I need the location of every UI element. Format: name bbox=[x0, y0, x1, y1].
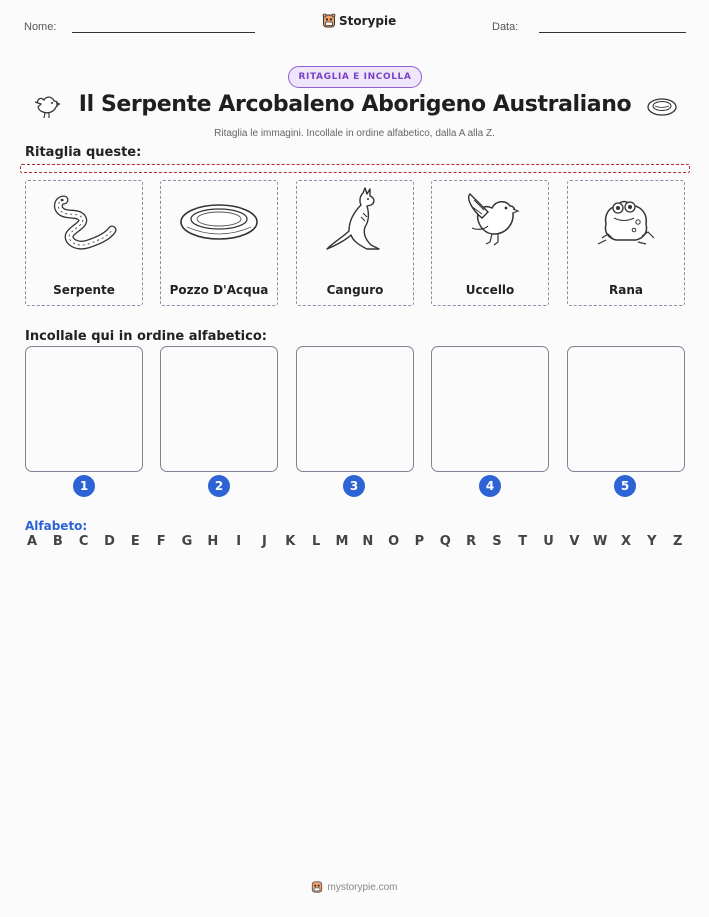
alphabet-letter: D bbox=[104, 534, 115, 549]
waterhole-icon bbox=[177, 197, 261, 247]
paste-box-1[interactable] bbox=[25, 346, 143, 472]
cut-card-label: Canguro bbox=[326, 283, 384, 297]
alphabet-row bbox=[24, 534, 686, 549]
activity-badge bbox=[288, 66, 422, 88]
cut-line bbox=[20, 164, 690, 173]
storypie-mascot-icon bbox=[311, 880, 323, 894]
kangaroo-icon bbox=[323, 187, 387, 257]
paste-section-label: Incollale qui in ordine alfabetico: bbox=[25, 329, 267, 344]
snake-icon bbox=[48, 190, 120, 254]
alphabet-letter: J bbox=[262, 534, 267, 549]
cut-card-rana[interactable] bbox=[567, 180, 685, 306]
cut-card-label: Uccello bbox=[465, 283, 515, 297]
paste-box-4[interactable] bbox=[431, 346, 549, 472]
brand-logo bbox=[322, 13, 396, 29]
alphabet-letter: I bbox=[236, 534, 242, 549]
page-title: Il Serpente Arcobaleno Aborigeno Australiano bbox=[78, 92, 632, 117]
bird-icon bbox=[458, 190, 522, 254]
paste-box-3[interactable] bbox=[296, 346, 414, 472]
name-field-line[interactable] bbox=[72, 32, 255, 33]
paste-number-badge: 1 bbox=[73, 475, 95, 497]
activity-badge-text: RITAGLIA E INCOLLA bbox=[298, 72, 412, 82]
alphabet-label: Alfabeto: bbox=[25, 519, 88, 533]
cut-card-label: Serpente bbox=[53, 283, 115, 297]
storypie-mascot-icon bbox=[322, 13, 336, 29]
cut-card-serpente[interactable] bbox=[25, 180, 143, 306]
footer bbox=[0, 880, 709, 894]
alphabet-letter: B bbox=[52, 534, 63, 549]
worksheet-header bbox=[0, 0, 709, 50]
alphabet-letter: N bbox=[362, 534, 374, 549]
paste-box-2[interactable] bbox=[160, 346, 278, 472]
footer-url[interactable]: mystorypie.com bbox=[327, 881, 398, 893]
alphabet-letter: H bbox=[207, 534, 219, 549]
cut-card-label: Pozzo D'Acqua bbox=[169, 283, 269, 297]
paste-number-badge: 5 bbox=[614, 475, 636, 497]
alphabet-letter: A bbox=[26, 534, 38, 549]
alphabet-letter: T bbox=[518, 534, 528, 549]
alphabet-letter: Q bbox=[439, 534, 451, 549]
paste-number-badge: 3 bbox=[343, 475, 365, 497]
alphabet-letter: F bbox=[156, 534, 166, 549]
alphabet-letter: K bbox=[285, 534, 296, 549]
instructions-text: Ritaglia le immagini. Incollale in ordine alfabetico, dalla A alla Z. bbox=[214, 128, 495, 139]
alphabet-letter: L bbox=[311, 534, 321, 549]
date-field-line[interactable] bbox=[539, 32, 686, 33]
brand-name: Storypie bbox=[339, 14, 397, 28]
bird-icon bbox=[32, 92, 62, 122]
cut-card-uccello[interactable] bbox=[431, 180, 549, 306]
date-label: Data: bbox=[492, 21, 519, 33]
alphabet-letter: V bbox=[569, 534, 580, 549]
alphabet-letter: Y bbox=[647, 534, 657, 549]
alphabet-letter: M bbox=[335, 534, 349, 549]
cut-card-pozzo-dacqua[interactable] bbox=[160, 180, 278, 306]
frog-icon bbox=[594, 190, 658, 254]
name-label: Nome: bbox=[24, 21, 57, 33]
alphabet-letter: Z bbox=[672, 534, 683, 549]
cut-card-label: Rana bbox=[609, 283, 643, 297]
alphabet-letter: P bbox=[414, 534, 425, 549]
waterhole-icon bbox=[646, 96, 678, 118]
cut-card-canguro[interactable] bbox=[296, 180, 414, 306]
alphabet-letter: E bbox=[130, 534, 140, 549]
paste-number-badge: 2 bbox=[208, 475, 230, 497]
paste-number-badge: 4 bbox=[479, 475, 501, 497]
paste-box-5[interactable] bbox=[567, 346, 685, 472]
alphabet-letter: R bbox=[466, 534, 477, 549]
alphabet-letter: W bbox=[593, 534, 608, 549]
alphabet-letter: G bbox=[181, 534, 193, 549]
alphabet-letter: C bbox=[78, 534, 89, 549]
title-row bbox=[0, 90, 709, 126]
alphabet-letter: X bbox=[621, 534, 632, 549]
alphabet-letter: S bbox=[492, 534, 502, 549]
alphabet-letter: O bbox=[388, 534, 400, 549]
alphabet-letter: U bbox=[543, 534, 554, 549]
cut-section-label: Ritaglia queste: bbox=[25, 145, 142, 160]
